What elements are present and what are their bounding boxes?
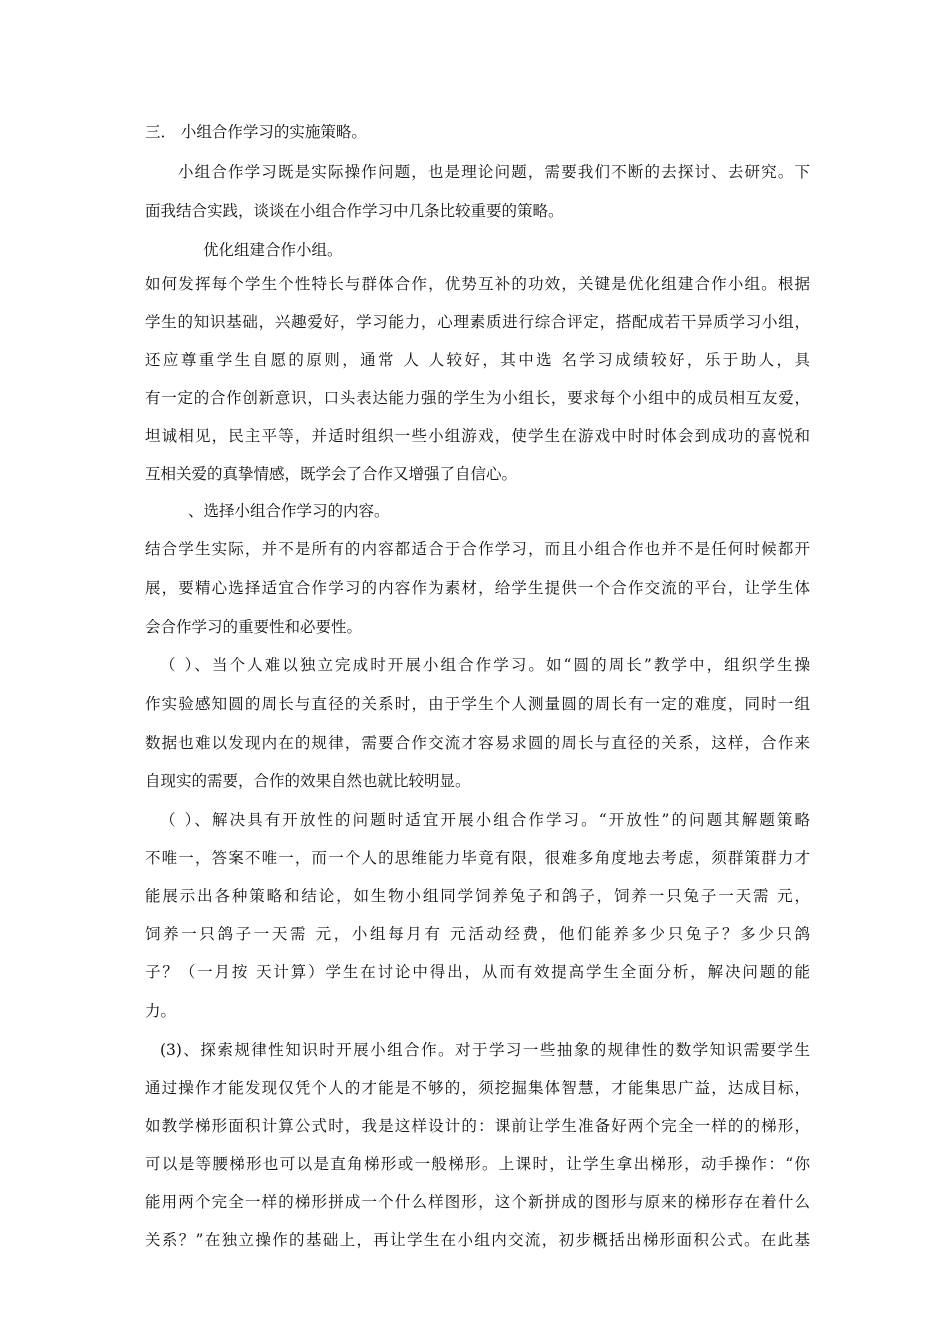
point3-line-4: 可以是等腰梯形也可以是直角梯形或一般梯形。上课时，让学生拿出梯形，动手操作：“你: [145, 1155, 810, 1173]
point2-line-1: （ ）、解决具有开放性的问题时适宜开展小组合作学习。“开放性”的问题其解题策略: [160, 811, 810, 829]
strategy2-line-1: 结合学生实际，并不是所有的内容都适合于合作学习，而且小组合作也并不是任何时候都开: [145, 540, 810, 558]
strategy1-line-5: 坦诚相见，民主平等，并适时组织一些小组游戏，使学生在游戏中时时体会到成功的喜悦和: [145, 427, 810, 445]
strategy1-line-2: 学生的知识基础，兴趣爱好，学习能力，心理素质进行综合评定，搭配成若干异质学习小组，: [145, 313, 810, 331]
section-heading: 三． 小组合作学习的实施策略。: [145, 123, 367, 141]
point1-line-2: 作实验感知圆的周长与直径的关系时，由于学生个人测量圆的周长有一定的难度，同时一组: [145, 695, 810, 713]
intro-line-2: 面我结合实践，谈谈在小组合作学习中几条比较重要的策略。: [145, 202, 564, 220]
point3-line-6: 关系？”在独立操作的基础上，再让学生在小组内交流，初步概括出梯形面积公式。在此基: [145, 1231, 810, 1249]
strategy1-line-1: 如何发挥每个学生个性特长与群体合作，优势互补的功效，关键是优化组建合作小组。根据: [145, 275, 810, 293]
strategy1-heading: 优化组建合作小组。: [203, 241, 343, 259]
point2-line-4: 饲养一只鸽子一天需 元，小组每月有 元活动经费，他们能养多少只兔子？多少只鸽: [145, 925, 810, 943]
point2-line-3: 能展示出各种策略和结论，如生物小组同学饲养兔子和鸽子，饲养一只兔子一天需 元，: [145, 887, 810, 905]
point3-line-1: (3)、探索规律性知识时开展小组合作。对于学习一些抽象的规律性的数学知识需要学生: [160, 1041, 810, 1059]
point3-line-2: 通过操作才能发现仅凭个人的才能是不够的，须挖掘集体智慧，才能集思广益，达成目标，: [145, 1079, 810, 1097]
strategy1-line-3: 还应尊重学生自愿的原则，通常 人 人较好，其中选 名学习成绩较好，乐于助人，具: [145, 351, 810, 369]
strategy2-heading: 、选择小组合作学习的内容。: [188, 502, 390, 520]
point1-line-4: 自现实的需要，合作的效果自然也就比较明显。: [145, 772, 471, 790]
point3-line-5: 能用两个完全一样的梯形拼成一个什么样图形，这个新拼成的图形与原来的梯形存在着什么: [145, 1193, 810, 1211]
strategy2-line-3: 会合作学习的重要性和必要性。: [145, 618, 363, 636]
intro-line-1: 小组合作学习既是实际操作问题，也是理论问题，需要我们不断的去探讨、去研究。下: [178, 163, 810, 181]
strategy2-line-2: 展，要精心选择适宜合作学习的内容作为素材，给学生提供一个合作交流的平台，让学生体: [145, 579, 810, 597]
point2-line-6: 力。: [145, 1002, 177, 1020]
point1-line-3: 数据也难以发现内在的规律，需要合作交流才容易求圆的周长与直径的关系，这样，合作来: [145, 734, 810, 752]
point3-line-3: 如教学梯形面积计算公式时，我是这样设计的：课前让学生准备好两个完全一样的的梯形，: [145, 1117, 810, 1135]
strategy1-line-6: 互相关爱的真挚情感，既学会了合作又增强了自信心。: [145, 465, 518, 483]
point1-line-1: （ ）、当个人难以独立完成时开展小组合作学习。如“圆的周长”教学中，组织学生操: [160, 656, 810, 674]
point2-line-2: 不唯一，答案不唯一，而一个人的思维能力毕竟有限，很难多角度地去考虑，须群策群力才: [145, 849, 810, 867]
strategy1-line-4: 有一定的合作创新意识，口头表达能力强的学生为小组长，要求每个小组中的成员相互友爱，: [145, 389, 810, 407]
point2-line-5: 子？（一月按 天计算）学生在讨论中得出，从而有效提高学生全面分析，解决问题的能: [145, 963, 810, 981]
